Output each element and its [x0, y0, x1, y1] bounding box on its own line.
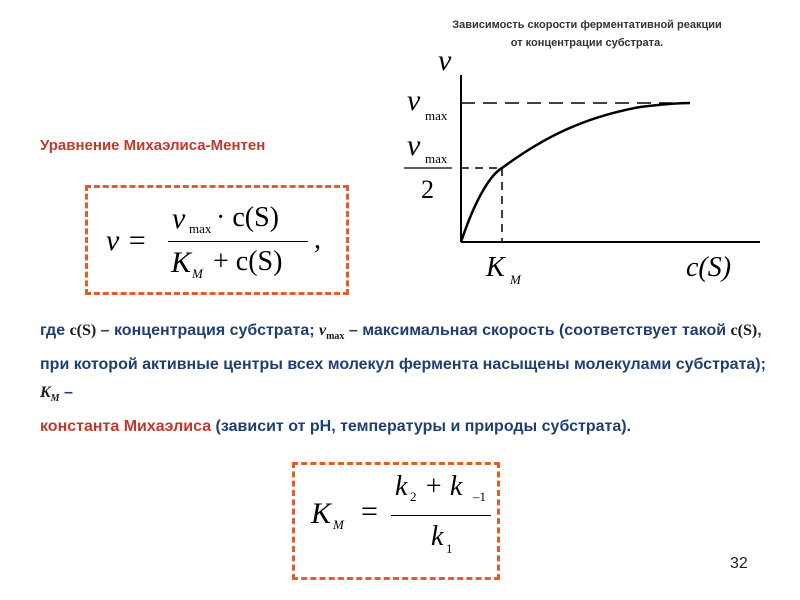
mm-den-sub: M [192, 266, 203, 281]
description-paragraph [40, 317, 770, 441]
mm-num-sub: max [189, 221, 212, 236]
desc-part1: где [40, 322, 70, 339]
mm-comma: , [314, 224, 321, 255]
y-axis-label: v [438, 44, 452, 77]
desc-cs2: c(S) [730, 322, 758, 339]
x-axis-label: c(S) [686, 252, 732, 283]
km-den-k: k [431, 521, 444, 552]
km-num-plus: + k [424, 471, 463, 502]
desc-part3: – максимальная скорость (соответствует такой [344, 322, 731, 339]
desc-vmax-sub: max [326, 331, 345, 343]
mm-den-rest: + c(S) [213, 246, 283, 277]
chart-title-line2: от концентрации субстрата. [510, 37, 664, 49]
km-num-subm1: –1 [473, 489, 486, 504]
km-label: K [486, 252, 505, 283]
mm-formula-box [85, 185, 349, 295]
half-vmax-num-sub: max [425, 151, 448, 166]
vmax-label: v [407, 84, 421, 117]
desc-part7: (зависит от рН, температуры и природы субстрата). [211, 418, 632, 436]
chart-title-line1: Зависимость скорости ферментативной реакции [452, 19, 722, 31]
km-sub: M [510, 272, 521, 287]
km-num-sub2: 2 [410, 489, 417, 504]
km-fraction-line [391, 515, 491, 516]
km-eq: = [361, 495, 378, 528]
km-lhs-k: K [311, 497, 332, 530]
desc-vmax: v [318, 322, 327, 339]
half-vmax-den: 2 [421, 175, 434, 204]
desc-km-sub: M [50, 393, 60, 405]
mm-fraction-line [168, 241, 308, 242]
mm-den-k: K [171, 246, 192, 279]
vmax-sub: max [425, 108, 448, 123]
desc-part4: , при которой активные центры всех молекул фермента насыщены молекулами субстрата); [40, 322, 766, 374]
mm-num-v: v [172, 202, 186, 235]
km-lhs-sub: M [333, 517, 344, 532]
half-vmax-num: v [407, 129, 421, 162]
desc-cs1: c(S) [69, 322, 97, 339]
desc-km-term: константа Михаэлиса [40, 418, 212, 436]
km-formula-box [292, 462, 500, 580]
mm-formula-lhs: v = [106, 224, 148, 257]
km-num-k: k [395, 471, 408, 502]
km-den-sub: 1 [446, 541, 453, 556]
desc-part2: – концентрация субстрата; [96, 322, 319, 339]
page-number: 32 [730, 555, 748, 572]
desc-km: K [40, 384, 51, 402]
desc-part5: – [59, 384, 73, 402]
equation-heading: Уравнение Михаэлиса-Ментен [40, 137, 266, 154]
saturation-curve [461, 103, 690, 242]
mm-num-rest: · c(S) [216, 202, 279, 233]
